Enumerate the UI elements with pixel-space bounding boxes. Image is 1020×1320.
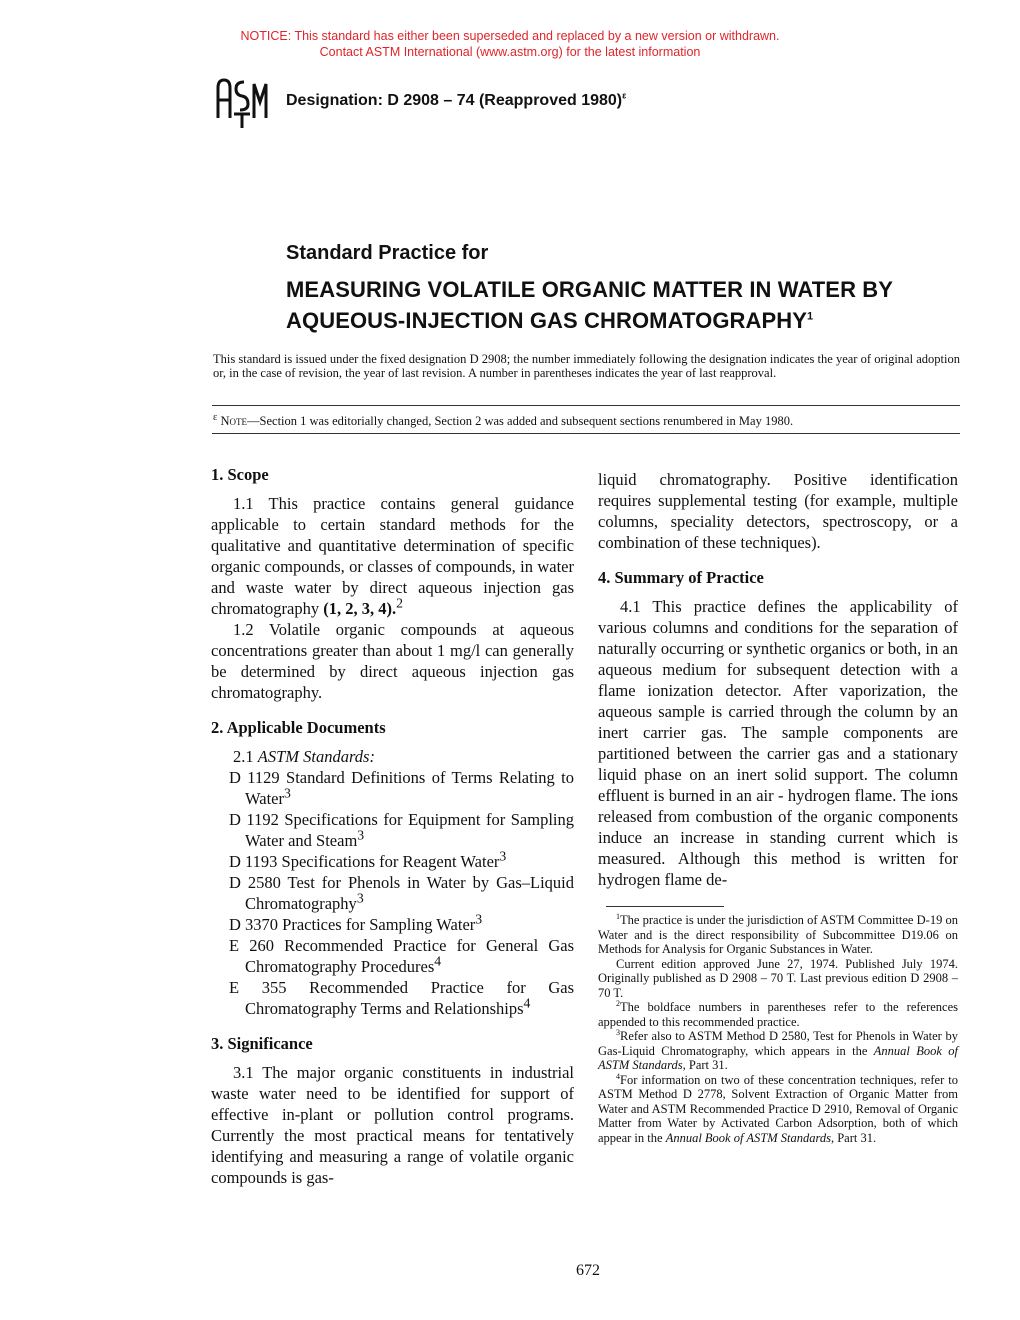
left-column	[211, 464, 574, 1188]
scope-p1-text: 1.1 This practice contains general guidance applicable to certain standard methods for the qualitative and quantitative determination of specific organic compounds, or classes of compounds, in water and waste water by direct aqueous injection gas chromatography	[211, 494, 574, 618]
footnote	[598, 957, 958, 1001]
footnote-divider	[606, 906, 724, 907]
scope-p1-refs: (1, 2, 3, 4).	[323, 599, 397, 618]
astm-standards-num: 2.1	[233, 747, 254, 766]
footnote-text: Current edition approved June 27, 1974. Published July 1974. Originally published as D 2908 – 70 T. Last previous edition D 2908 – 70 T.	[598, 956, 958, 1000]
document-title	[286, 274, 976, 336]
title-footnote-ref: 1	[807, 310, 814, 323]
notice-line-1: NOTICE: This standard has either been superseded and replaced by a new version or withdrawn.	[240, 29, 780, 43]
summary-heading: 4. Summary of Practice	[598, 568, 764, 587]
astm-standards-label: ASTM Standards:	[257, 747, 375, 766]
significance-heading: 3. Significance	[211, 1034, 313, 1053]
footnote-text: For information on two of these concentration techniques, refer to ASTM Method D 2778, Solvent Extraction of Organic Matter from Water and ASTM Recommended Practice D 2910, Removal of Organic Matter from Water by Activated Carbon Adsorption, both of which appear in the	[598, 1072, 958, 1145]
title-line-1: MEASURING VOLATILE ORGANIC MATTER IN WATER BY	[286, 277, 894, 302]
reference-fn: 3	[356, 890, 364, 906]
reference-fn: 3	[499, 848, 507, 864]
divider-top	[212, 405, 960, 406]
footnote	[598, 913, 958, 957]
note-text: —Section 1 was editorially changed, Section 2 was added and subsequent sections renumbered in May 1980.	[247, 414, 794, 428]
notice-line-2: Contact ASTM International (www.astm.org) for the latest information	[319, 45, 701, 59]
reference-fn: 3	[283, 785, 291, 801]
designation	[286, 92, 626, 110]
scope-p1-fn: 2	[396, 595, 404, 611]
footnote-num: 1	[616, 911, 620, 921]
footnote-text: Refer also to ASTM Method D 2580, Test for Phenols in Water by Gas-Liquid Chromatography, which appears in the	[598, 1029, 958, 1058]
note-mark: ε	[213, 411, 218, 423]
reference-fn: 4	[523, 995, 531, 1011]
footnote	[598, 1029, 958, 1073]
astm-standards-subheading	[211, 746, 574, 767]
footnote-text: The practice is under the jurisdiction of ASTM Committee D-19 on Water and is the direct responsibility of Subcommittee D19.06 on Methods for Analysis for Organic Substances in Water.	[598, 913, 958, 956]
reference-text: D 1129 Standard Definitions of Terms Relating to Water	[229, 768, 574, 808]
footnote-num: 3	[616, 1027, 620, 1037]
reference-text: D 3370 Practices for Sampling Water	[229, 915, 476, 934]
designation-text: Designation: D 2908 – 74 (Reapproved 1980)	[286, 92, 623, 109]
divider-bottom	[212, 433, 960, 434]
astm-logo-icon	[214, 74, 270, 130]
footnote	[598, 1073, 958, 1146]
reference-item	[211, 872, 574, 914]
page-number: 672	[576, 1262, 600, 1279]
reference-item	[211, 767, 574, 809]
reference-item	[211, 911, 574, 935]
footnote-italic: Annual Book of ASTM Standards	[665, 1130, 831, 1145]
footnote-text: The boldface numbers in parentheses refer to the references appended to this recommended practice.	[598, 1000, 958, 1029]
reference-item	[211, 848, 574, 872]
editorial-note	[213, 411, 794, 429]
note-label: Note	[220, 414, 248, 428]
footnote-num: 4	[616, 1071, 620, 1081]
reference-item	[211, 935, 574, 977]
reference-fn: 3	[475, 911, 483, 927]
significance-paragraph-cont: liquid chromatography. Positive identification requires supplemental testing (for example, multiple columns, speciality detectors, spectroscopy, or a combination of these techniques).	[598, 470, 958, 552]
footnote-after: , Part 31.	[682, 1058, 728, 1072]
scope-heading: 1. Scope	[211, 465, 269, 484]
reference-fn: 3	[357, 827, 365, 843]
right-column	[598, 469, 958, 1145]
reference-item	[211, 977, 574, 1019]
reference-text: D 2580 Test for Phenols in Water by Gas–Liquid Chromatography	[229, 873, 574, 913]
footnote-after: , Part 31.	[830, 1130, 877, 1145]
footnote-italic: Annual Book of ASTM Standards	[598, 1043, 959, 1072]
significance-paragraph-1: 3.1 The major organic constituents in industrial waste water need to be identified for support of effective in-plant or pollution control programs. Currently the most practical means for tentatively identifying and measuring a range of volatile organic compounds is gas-	[211, 1063, 574, 1187]
footnote	[598, 1000, 958, 1029]
issuance-statement: This standard is issued under the fixed designation D 2908; the number immediately following the designation indicates the year of original adoption or, in the case of revision, the year of last revision. A number in parentheses indicates the year of last reapproval.	[213, 352, 960, 380]
reference-item	[211, 809, 574, 851]
scope-paragraph-2: 1.2 Volatile organic compounds at aqueous concentrations greater than about 1 mg/l can generally be determined by direct aqueous injection gas chromatography.	[211, 620, 574, 702]
title-line-2: AQUEOUS-INJECTION GAS CHROMATOGRAPHY	[286, 308, 808, 333]
reference-text: D 1193 Specifications for Reagent Water	[229, 852, 500, 871]
reference-text: E 260 Recommended Practice for General Gas Chromatography Procedures	[229, 936, 574, 976]
summary-paragraph-1: 4.1 This practice defines the applicability of various columns and conditions for the separation of naturally occurring or synthetic organics or both, in an aqueous medium for subsequent detection with a flame ionization detector. After vaporization, the aqueous sample is carried through the column by an inert carrier gas. The sample components are partitioned between the carrier gas and a stationary liquid phase on an inert solid support. The column effluent is burned in an air - hydrogen flame. The ions released from combustion of the organic components induce an increase in standing current which is measured. Although this method is written for hydrogen flame de-	[598, 597, 958, 889]
reference-fn: 4	[434, 953, 442, 969]
scope-paragraph-1	[211, 493, 574, 619]
applicable-heading: 2. Applicable Documents	[211, 718, 386, 737]
reference-text: D 1192 Specifications for Equipment for Sampling Water and Steam	[229, 810, 574, 850]
reference-text: E 355 Recommended Practice for Gas Chromatography Terms and Relationships	[229, 978, 574, 1018]
footnote-num: 2	[616, 998, 620, 1008]
designation-mark: ε	[622, 90, 627, 101]
subtitle: Standard Practice for	[286, 242, 489, 264]
